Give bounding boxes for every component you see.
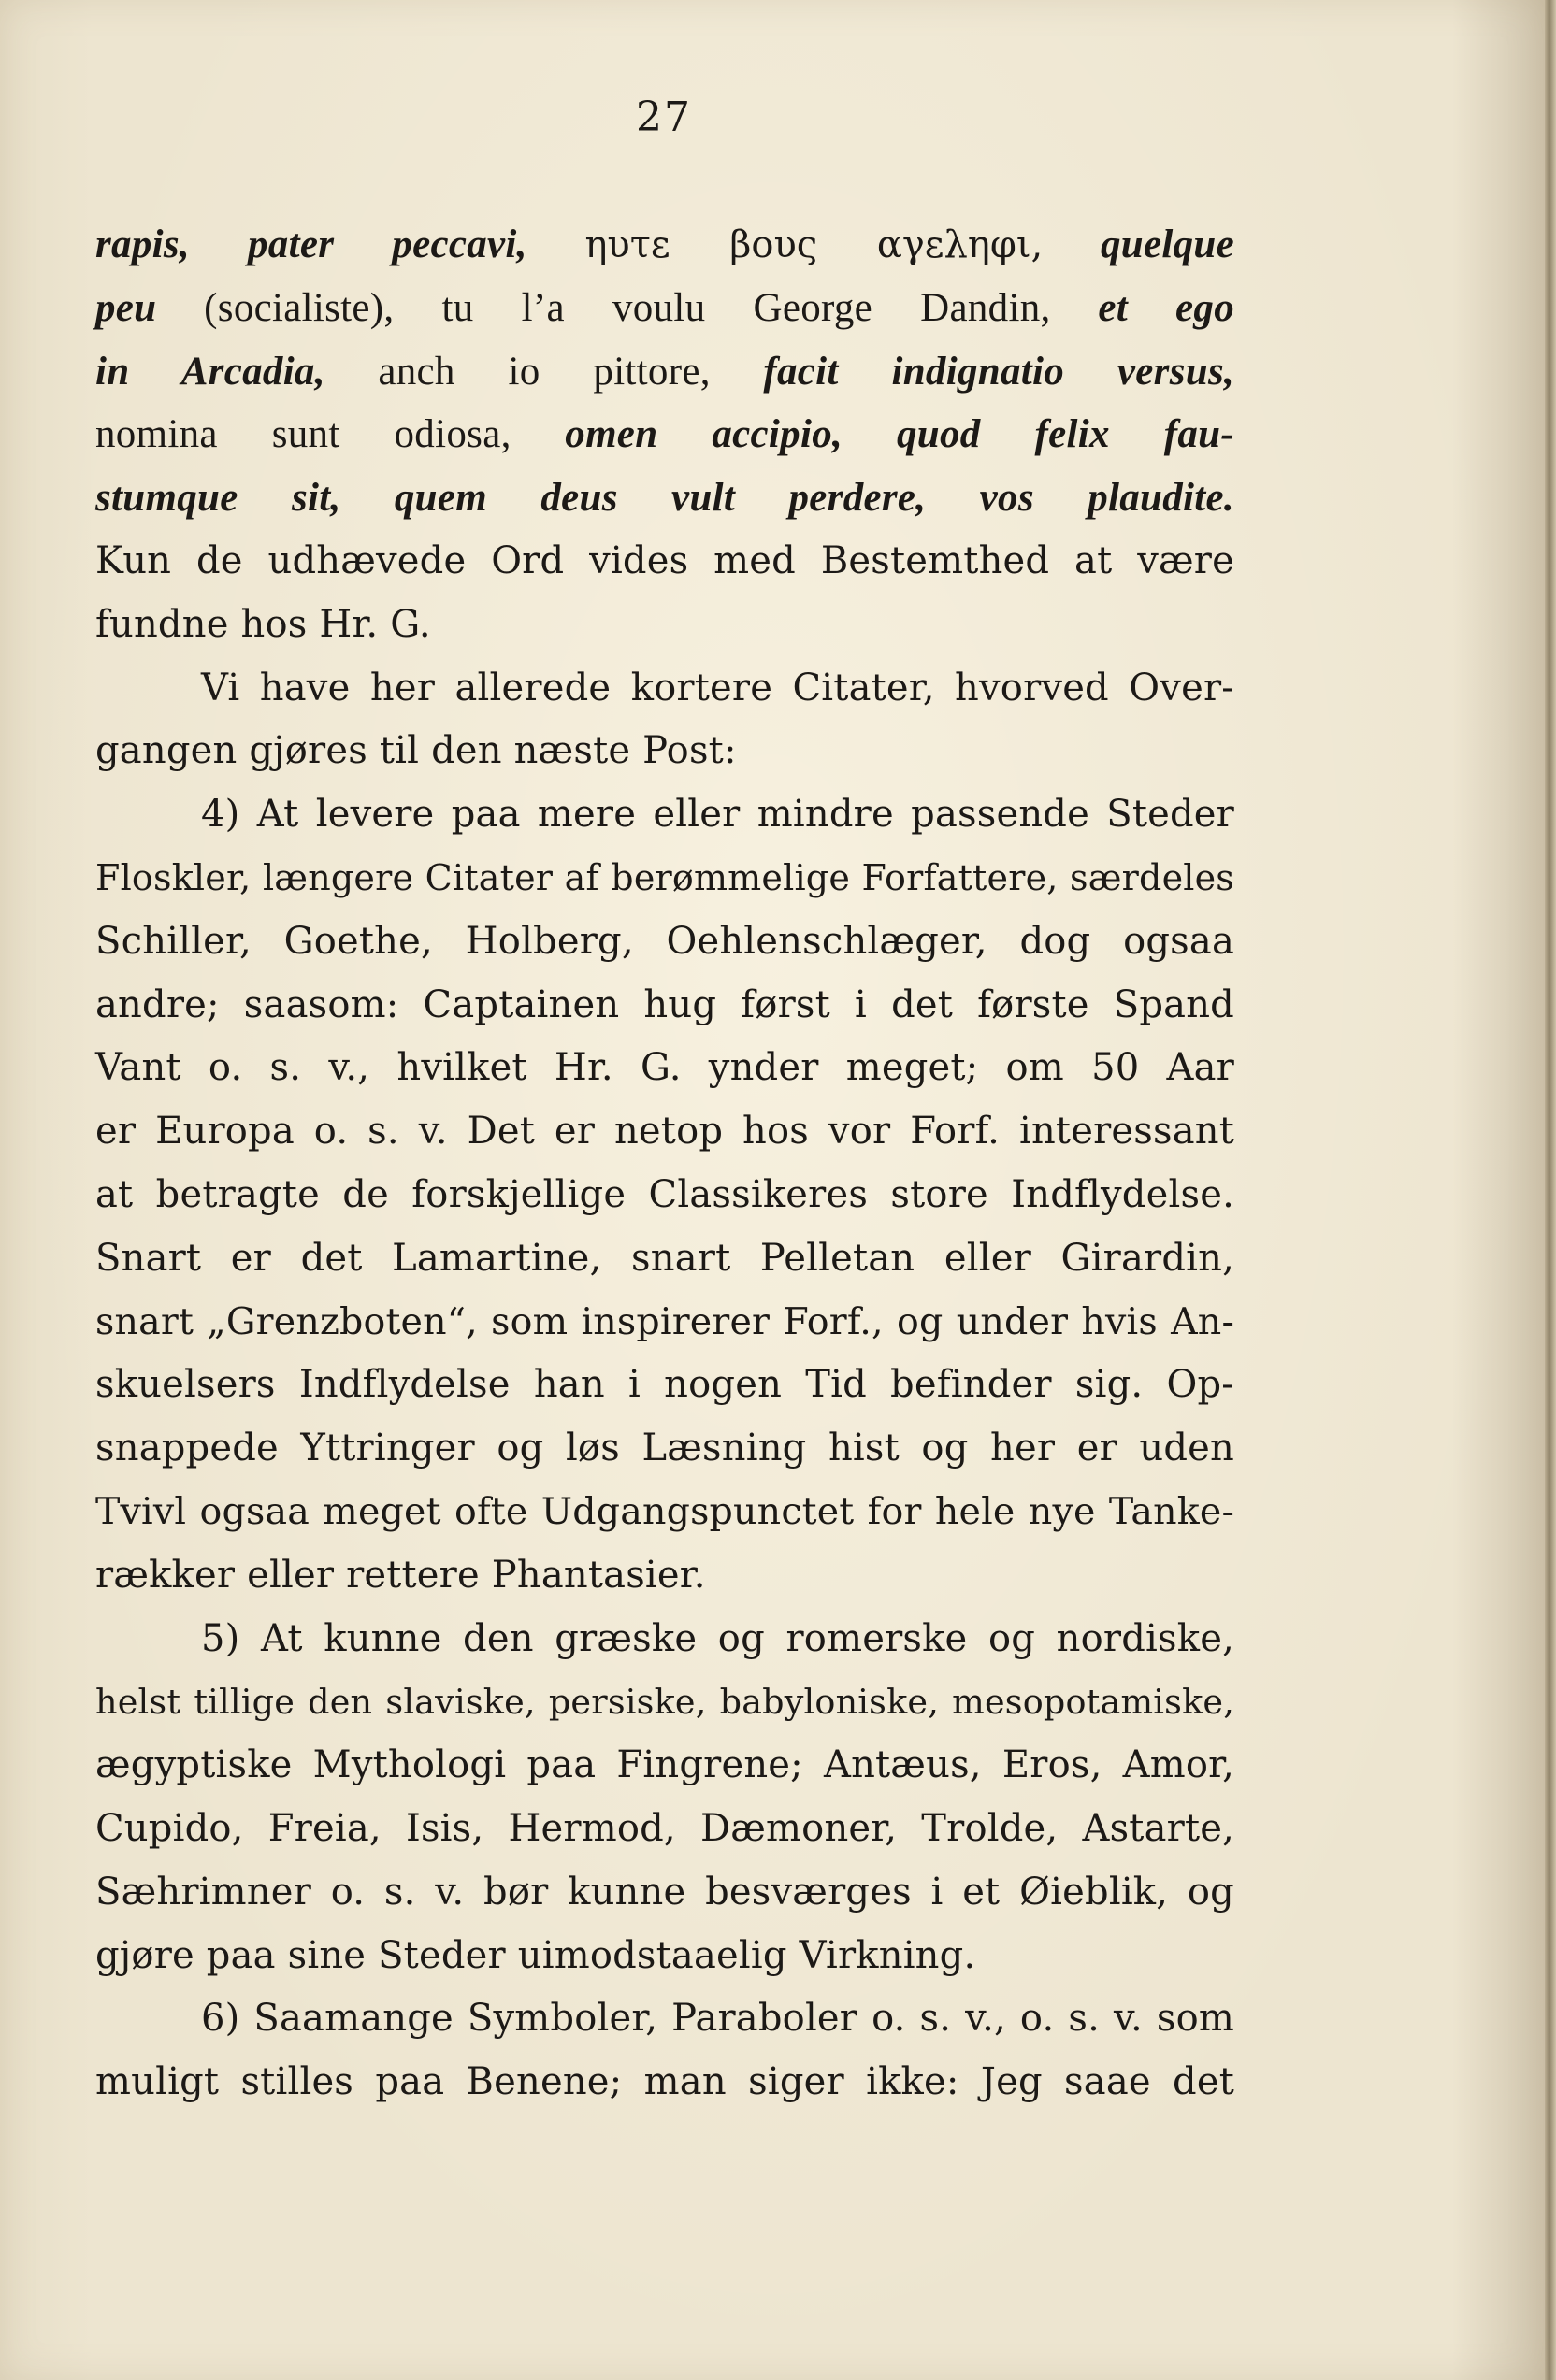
latin-phrase: et ego (1098, 285, 1234, 330)
latin-phrase: rapis, pater peccavi, (95, 222, 527, 266)
text-line (95, 340, 1234, 404)
body-text (95, 213, 1234, 2115)
text-line: Vant o. s. v., hvilket Hr. G. ynder meget; om 50 Aar (95, 1046, 1234, 1090)
latin-phrase: in Arcadia, (95, 349, 325, 394)
text-line: muligt stilles paa Benene; man siger ikke: Jeg saae det (95, 2060, 1234, 2104)
text-line: Schiller, Goethe, Holberg, Oehlenschlæger, dog ogsaa (95, 919, 1234, 963)
roman-phrase: (socialiste), tu l’a voulu George Dandin, (204, 285, 1051, 330)
text-line (95, 213, 1234, 277)
paragraph-start: Vi have her allerede kortere Citater, hvorved Over- (201, 666, 1234, 710)
page-edge (1545, 0, 1556, 2380)
text-line: Snart er det Lamartine, snart Pelletan eller Girardin, (95, 1236, 1234, 1280)
text-line: gangen gjøres til den næste Post: (95, 729, 737, 773)
latin-phrase: peu (95, 285, 157, 330)
text-line: Kun de udhævede Ord vides med Bestemthed at være (95, 538, 1234, 582)
text-line: Floskler, længere Citater af berømmelige Forfattere, særdeles (95, 856, 1234, 898)
text-line (95, 466, 1234, 530)
paragraph-start: 4) At levere paa mere eller mindre passende Steder (201, 793, 1234, 837)
roman-phrase: nomina sunt odiosa, (95, 412, 511, 457)
text-line: helst tillige den slaviske, persiske, babyloniske, mesopotamiske, (95, 1682, 1234, 1723)
text-line: rækker eller rettere Phantasier. (95, 1553, 706, 1597)
latin-phrase: omen accipio, quod felix fau- (565, 412, 1234, 457)
text-line: ægyptiske Mythologi paa Fingrene; Antæus, Eros, Amor, (95, 1743, 1234, 1787)
latin-phrase: facit indignatio versus, (763, 349, 1235, 394)
text-line: er Europa o. s. v. Det er netop hos vor Forf. interessant (95, 1110, 1234, 1154)
text-line (95, 403, 1234, 466)
text-line: Sæhrimner o. s. v. bør kunne besværges i et Øieblik, og (95, 1870, 1234, 1914)
paragraph-start: 5) At kunne den græske og romerske og nordiske, (201, 1616, 1234, 1660)
latin-phrase: stumque sit, quem deus vult perdere, vos plaudite. (95, 476, 1234, 521)
text-line: gjøre paa sine Steder uimodstaaelig Virkning. (95, 1933, 976, 1977)
page-number: 27 (636, 93, 692, 141)
text-line: snappede Yttringer og løs Læsning hist og her er uden (95, 1427, 1234, 1470)
paragraph-start: 6) Saamange Symboler, Paraboler o. s. v., o. s. v. som (201, 1997, 1234, 2041)
text-line: Cupido, Freia, Isis, Hermod, Dæmoner, Trolde, Astarte, (95, 1806, 1234, 1850)
text-line: snart „Grenzboten“, som inspirerer Forf., og under hvis An- (95, 1299, 1234, 1343)
text-line: skuelsers Indflydelse han i nogen Tid befinder sig. Op- (95, 1363, 1234, 1407)
roman-phrase: anch io pittore, (378, 349, 711, 394)
text-line: andre; saasom: Captainen hug først i det første Spand (95, 982, 1234, 1026)
greek-phrase: ηυτε βους αγεληφι, (584, 223, 1044, 266)
text-line (95, 277, 1234, 340)
text-line: at betragte de forskjellige Classikeres store Indflydelse. (95, 1172, 1234, 1216)
text-line: Tvivl ogsaa meget ofte Udgangspunctet for hele nye Tanke- (95, 1489, 1234, 1533)
text-line: fundne hos Hr. G. (95, 602, 431, 646)
latin-phrase: quelque (1100, 222, 1234, 266)
